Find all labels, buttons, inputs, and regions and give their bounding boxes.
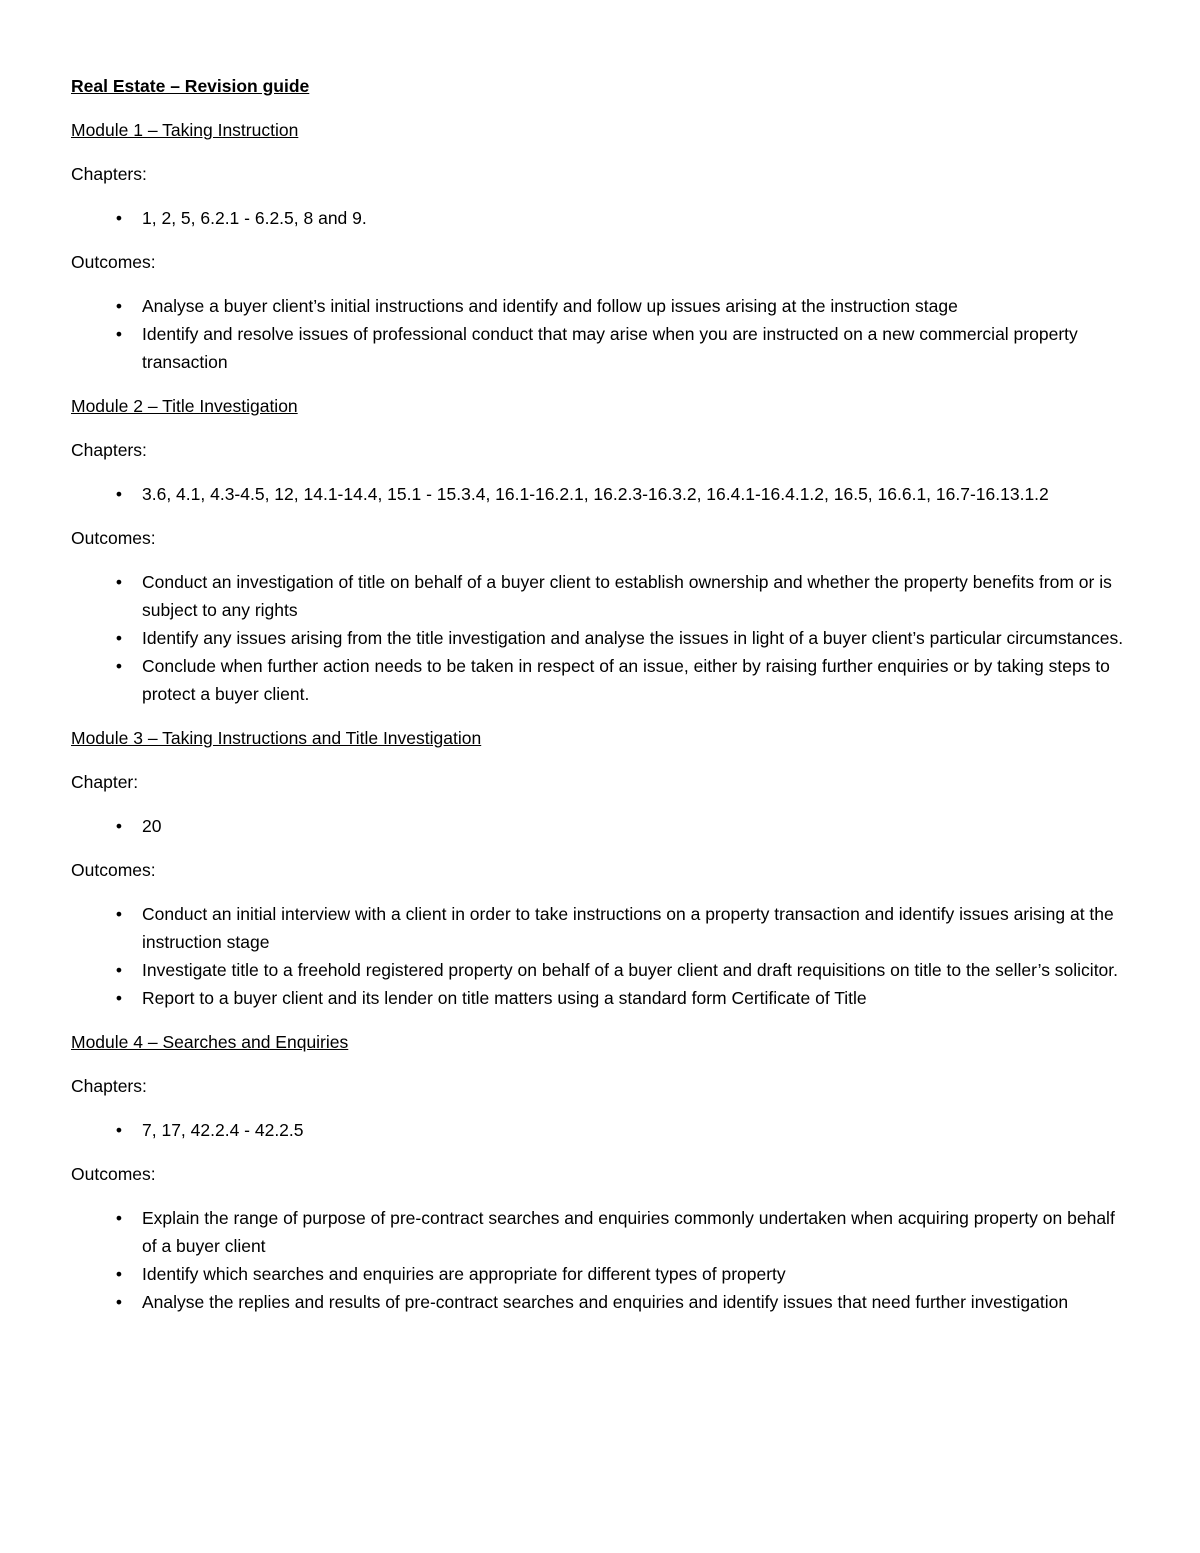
bullet-icon: • — [115, 1120, 123, 1140]
module-2-section — [71, 392, 1131, 708]
module-3-chapters-label: Chapter: — [71, 772, 139, 792]
list-item — [71, 812, 1131, 840]
module-2-outcomes-list — [71, 568, 1131, 708]
bullet-icon: • — [115, 628, 123, 648]
outcome-text: Investigate title to a freehold registered property on behalf of a buyer client and draft requisitions on title to the seller’s solicitor. — [142, 960, 1119, 980]
module-1-chapters-label: Chapters: — [71, 164, 147, 184]
bullet-icon: • — [115, 656, 123, 676]
module-4-outcomes-label: Outcomes: — [71, 1164, 156, 1184]
list-item — [71, 292, 1131, 320]
bullet-icon: • — [115, 816, 123, 836]
chapter-text: 7, 17, 42.2.4 - 42.2.5 — [142, 1120, 304, 1140]
list-item — [71, 956, 1131, 984]
document-title: Real Estate – Revision guide — [71, 76, 310, 96]
bullet-icon: • — [115, 1292, 123, 1312]
module-3-outcomes-list — [71, 900, 1131, 1012]
module-1-section — [71, 116, 1131, 376]
list-item — [71, 900, 1131, 956]
list-item — [71, 480, 1131, 508]
module-4-chapters-label: Chapters: — [71, 1076, 147, 1096]
module-1-outcomes-label: Outcomes: — [71, 252, 156, 272]
list-item — [71, 320, 1131, 376]
list-item — [71, 1260, 1131, 1288]
list-item — [71, 1288, 1131, 1316]
chapter-text: 3.6, 4.1, 4.3-4.5, 12, 14.1-14.4, 15.1 - 15.3.4, 16.1-16.2.1, 16.2.3-16.3.2, 16.4.1-16.4.1.2, 16.5, 16.6.1, 16.7-16.13.1.2 — [142, 484, 1049, 504]
outcome-text: Conduct an investigation of title on behalf of a buyer client to establish ownership and whether the property benefits from or is subject to any rights — [142, 572, 1112, 620]
list-item — [71, 1116, 1131, 1144]
bullet-icon: • — [115, 572, 123, 592]
module-3-chapters-list — [71, 812, 1131, 840]
module-1-heading: Module 1 – Taking Instruction — [71, 120, 299, 140]
module-3-outcomes-label: Outcomes: — [71, 860, 156, 880]
module-2-chapters-list — [71, 480, 1131, 508]
bullet-icon: • — [115, 324, 123, 344]
outcome-text: Explain the range of purpose of pre-contract searches and enquiries commonly undertaken when acquiring property on behalf of a buyer client — [142, 1208, 1115, 1256]
list-item — [71, 1204, 1131, 1260]
list-item — [71, 624, 1131, 652]
bullet-icon: • — [115, 1264, 123, 1284]
document-body — [71, 72, 1131, 1332]
module-2-outcomes-label: Outcomes: — [71, 528, 156, 548]
outcome-text: Identify any issues arising from the title investigation and analyse the issues in light of a buyer client’s particular circumstances. — [142, 628, 1124, 648]
module-1-outcomes-list — [71, 292, 1131, 376]
list-item — [71, 568, 1131, 624]
bullet-icon: • — [115, 208, 123, 228]
module-2-heading: Module 2 – Title Investigation — [71, 396, 298, 416]
module-3-heading: Module 3 – Taking Instructions and Title Investigation — [71, 728, 482, 748]
chapter-text: 1, 2, 5, 6.2.1 - 6.2.5, 8 and 9. — [142, 208, 367, 228]
chapter-text: 20 — [142, 816, 162, 836]
module-1-chapters-list — [71, 204, 1131, 232]
bullet-icon: • — [115, 1208, 123, 1228]
list-item — [71, 984, 1131, 1012]
bullet-icon: • — [115, 484, 123, 504]
bullet-icon: • — [115, 960, 123, 980]
module-4-heading: Module 4 – Searches and Enquiries — [71, 1032, 349, 1052]
list-item — [71, 652, 1131, 708]
outcome-text: Identify which searches and enquiries are appropriate for different types of property — [142, 1264, 786, 1284]
module-4-outcomes-list — [71, 1204, 1131, 1316]
list-item — [71, 204, 1131, 232]
module-4-section — [71, 1028, 1131, 1316]
bullet-icon: • — [115, 904, 123, 924]
outcome-text: Analyse the replies and results of pre-contract searches and enquiries and identify issues that need further investigation — [142, 1292, 1069, 1312]
outcome-text: Conduct an initial interview with a client in order to take instructions on a property transaction and identify issues arising at the instruction stage — [142, 904, 1114, 952]
outcome-text: Report to a buyer client and its lender on title matters using a standard form Certificate of Title — [142, 988, 867, 1008]
outcome-text: Identify and resolve issues of professional conduct that may arise when you are instructed on a new commercial property transaction — [142, 324, 1078, 372]
outcome-text: Analyse a buyer client’s initial instructions and identify and follow up issues arising at the instruction stage — [142, 296, 958, 316]
outcome-text: Conclude when further action needs to be taken in respect of an issue, either by raising further enquiries or by taking steps to protect a buyer client. — [142, 656, 1110, 704]
module-3-section — [71, 724, 1131, 1012]
bullet-icon: • — [115, 296, 123, 316]
module-2-chapters-label: Chapters: — [71, 440, 147, 460]
module-4-chapters-list — [71, 1116, 1131, 1144]
bullet-icon: • — [115, 988, 123, 1008]
